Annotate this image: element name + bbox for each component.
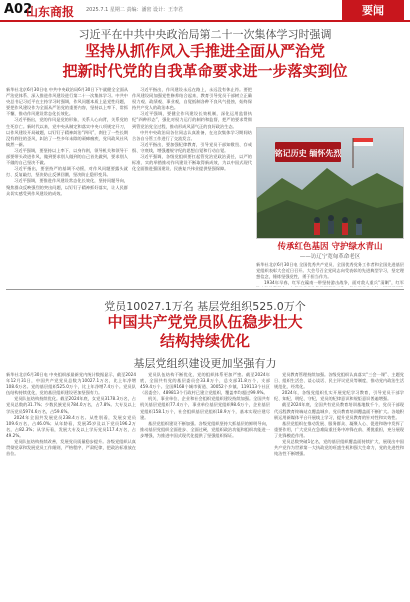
article1-column-3 xyxy=(256,262,404,287)
paragraph: 党员队伍结构持续改善，发展党员质量稳步提升。各级党组织认真贯彻党章和发展党员工作细则，严格程序、严肃纪律，把政治标准放在首位。 xyxy=(6,439,136,457)
article2-column-1 xyxy=(6,372,136,598)
photo-illustration xyxy=(257,128,404,239)
paragraph: 中共中央政治局各位同志认真准备，在这次集体学习期间结合各自分管工作进行了交流发言。 xyxy=(132,129,252,141)
section-tag: 要闻 xyxy=(342,0,404,22)
article1-column-1 xyxy=(6,87,128,285)
article1-headline xyxy=(0,41,410,81)
article2-column-2 xyxy=(140,372,270,598)
paragraph: 习近平指出，党的作风是党的形象，关系人心向背，关系党的生死存亡。新时代以来，党中央从制定和落实中央八项规定开刀，以作风建设开局破题，以钉钉子精神纠治“四风”，刹住了一些长期没有刹住的歪风，纠治了一些多年未除的顽瘴痼疾，党风政风社风焕然一新。 xyxy=(6,117,128,147)
photo-caption: 传承红色基因 守护绿水青山 xyxy=(277,242,383,252)
paragraph: 新华社北京6月30日电 中央组织部最新党内统计数据显示，截至2024年12月31日，中国共产党党员总数为10027.1万名，比上年净增108.6万名。党的基层组织525.0万个，比上年净增7.4万个。党员队伍结构持续优化，党的基层组织建设更加坚强有力。 xyxy=(6,372,136,396)
article2-headline-line1: 中国共产党党员队伍稳步壮大 xyxy=(107,313,303,331)
photo-banner-text: 铭记历史 缅怀先烈 xyxy=(274,149,342,158)
paragraph: 习近平强调，要健全作风建设长效机制，深化运用监督执纪“四种形态”，强化对权力运行的制约和监督，把严的要求贯彻到管党治党全过程，推动形成风清气正的良好政治生态。 xyxy=(132,111,252,129)
news-photo xyxy=(256,127,404,239)
paragraph: 习近平强调，要坚持以上率下、以身作则，领导机关和领导干部要带头改进作风，做到要求别人做到的自己首先做到，要求别人不做的自己坚决不做。 xyxy=(6,147,128,166)
paragraph: 习近平强调，各级党组织要扛起管党治党政治责任，以严的标准、实的举措推动作风建设不断取得新成效，为以中国式现代化全面推进强国建设、民族复兴伟业提供坚强保障。 xyxy=(132,154,252,172)
article1-headline-line1: 坚持从抓作风入手推进全面从严治党 xyxy=(84,42,325,60)
paragraph: 2024年全国共发展党员238.4万名。从性别看，发展女党员109.6万名，占46.0%；从年龄看，发展35岁及以下党员196.2万名，占82.3%；从学历看，发展大专及以上学历党员117.4万名，占49.2%。 xyxy=(6,414,136,438)
paragraph: 党员队伍结构持续优化。截至2024年底，女党员3178.3万名，占党员总数的31.7%；少数民族党员784.0万名，占7.8%。大专及以上学历党员5974.6万名，占59.6%。 xyxy=(6,396,136,414)
article2-subhead: 基层党组织建设更加坚强有力 xyxy=(133,357,277,370)
article-divider xyxy=(6,289,404,290)
article1-headline-line2: 把新时代党的自我革命要求进一步落实到位 xyxy=(62,62,348,80)
paragraph: 习近平强调，要推进作风建设常态化长效化，坚持问题导向，聚焦群众反映强烈的突出问题，以钉钉子精神抓好落实，让人民群众切实感受到作风建设的成效。 xyxy=(6,178,128,196)
article2-headline-line2: 结构持续优化 xyxy=(159,332,250,350)
paragraph: 新华社北京6月30日电 中共中央政治局6月30日下午就健全全面从严治党体系、深入推进作风建设进行第二十一次集体学习。中共中央总书记习近平在主持学习时强调，作风问题本质上是党性问题，要把作风建设作为全面从严治党的重要内容，坚持以上率下、常抓不懈，推动作风建设常态化长效化。 xyxy=(6,87,128,117)
photo-caption-sub: ——访辽宁宽甸革命老区 xyxy=(299,254,361,260)
paragraph: 习近平指出，要坚持严的基调不动摇，对作风问题要露头就打、反复敲打，坚决防止反弹回潮，坚决防止隐形变异。 xyxy=(6,166,128,178)
paragraph: 2024年，各级党组织扎实开展党纪学习教育，引导党员干部学纪、知纪、明纪、守纪，党员的纪律意识和规矩意识普遍增强。 xyxy=(274,390,404,402)
paragraph: 党员总数突破1亿名，党的基层组织覆盖面持续扩大，展现出中国共产党作为世界第一大执政党的旺盛生机和强大生命力，党的先进性和纯洁性不断增强。 xyxy=(274,439,404,457)
article1-column-2 xyxy=(132,87,252,285)
paragraph: 党员教育管理持续加强。各级党组织认真落实“三会一课”、主题党日、组织生活会、谈心谈话、民主评议党员等制度，推动党内政治生活规范化、经常化。 xyxy=(274,372,404,390)
masthead xyxy=(0,0,410,22)
paragraph: 习近平指出，作风建设永远在路上，永远没有休止符。要把作风建设同加强党性修养结合起来，教育引导党员干部树立正确权力观、政绩观、事业观，自觉抵制各种不良风气侵蚀，始终保持共产党人的政治本色。 xyxy=(132,87,252,111)
article2-column-3 xyxy=(274,372,404,598)
issue-meta: 2025.7.1 星期二 责编：潘密 设计：王李君 xyxy=(86,7,184,13)
paragraph: 新华社北京6月30日电 全国优秀共产党员、全国优秀党务工作者和全国先进基层党组织表彰大会近日召开。大会号召全党同志向受表彰的先进典型学习，坚定理想信念，锤炼坚强党性，勇于担当作为。 xyxy=(256,262,404,280)
article1-kicker: 习近平在中共中央政治局第二十一次集体学习时强调 xyxy=(78,28,332,41)
paragraph: 基层党组织建设不断加强。各级党组织坚持大抓基层的鲜明导向，推动基层党组织全面进步、全面过硬，党组织政治功能和组织功能进一步增强，为推进中国式现代化提供了坚强组织保证。 xyxy=(140,420,270,438)
newspaper-name: 山东商报 xyxy=(26,5,75,19)
paragraph: 1934年早春，红军在赣南一带坚持游击战争，面对敌人重兵“清剿”，红军 xyxy=(264,280,404,286)
page-number: A02 xyxy=(4,2,33,17)
paragraph: 习近平指出，要加强纪律教育，引导党员干部知敬畏、存戒惧、守底线，增强遵规守纪的思想自觉和行动自觉。 xyxy=(132,141,252,153)
paragraph: 基层党组织在推动发展、服务群众、凝聚人心、促进和谐中发挥了重要作用，广大党员在急难险重任务中冲锋在前、勇挑重担，充分展现了先锋模范作用。 xyxy=(274,420,404,438)
article2-kicker: 党员10027.1万名 基层党组织525.0万个 xyxy=(104,300,306,313)
paragraph: 截至2024年底，全国共有党员教育培训基地数千个，党员干部现代远程教育终端站点覆盖城乡，党员教育培训覆盖面不断扩大。各地积极运用新媒体平台开展线上学习，提升党员教育的针对性和实效性。 xyxy=(274,402,404,420)
paragraph: 机关、事业单位、企业和社会组织党组织建设持续加强。全国共有机关基层党组织77.4万个，事业单位基层党组织98.6万个，企业基层党组织158.1万个，社会组织基层党组织18.9万个，基本实现应建尽建。 xyxy=(140,396,270,420)
paragraph: 党员队伍结构不断优化，党的组织体系更加严密。截至2024年底，全国共有党的基层委员会33.8万个，总支部31.8万个，支部459.4万个。全国9168个城市街道、30052个乡镇、119113个社区（居委会）、489813个行政村已建立党组织，覆盖率均超过99.9%。 xyxy=(140,372,270,396)
article2-headline xyxy=(0,313,410,351)
